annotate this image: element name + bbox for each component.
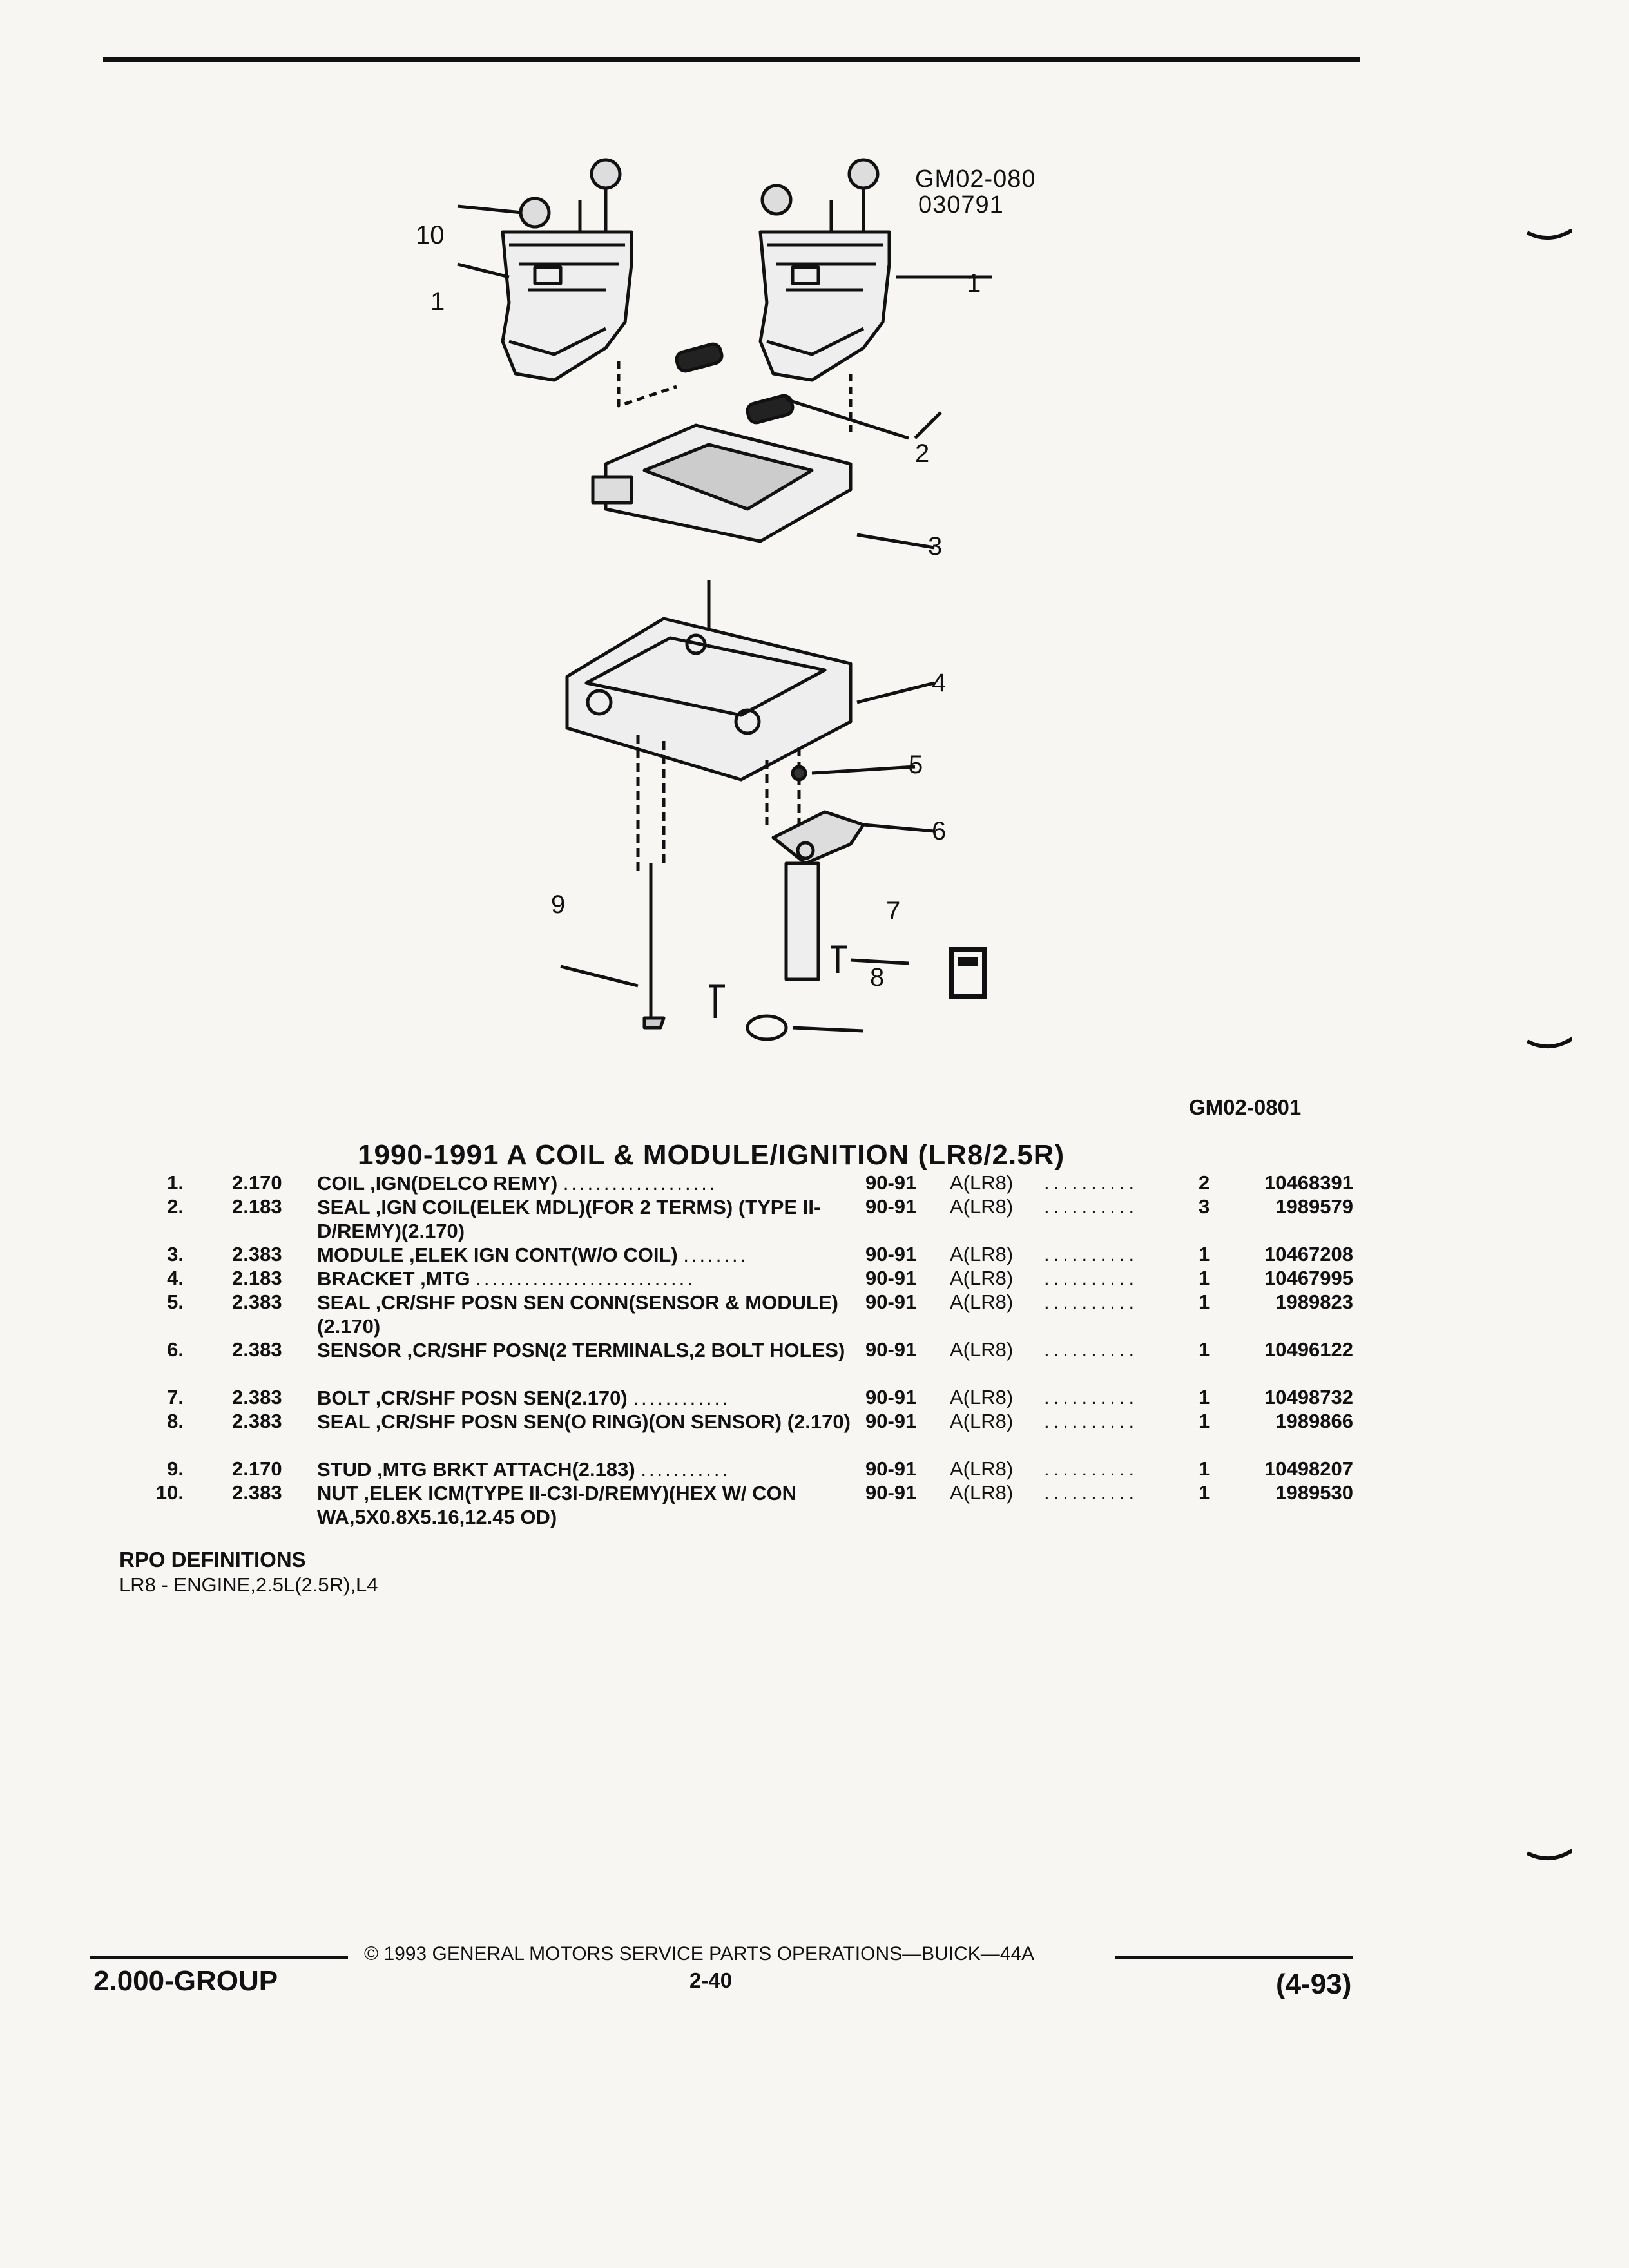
part-name: NUT: [317, 1482, 358, 1504]
table-row: [0, 1386, 1629, 1410]
crankshaft-position-sensor: [773, 812, 863, 979]
section-title: 1990-1991 A COIL & MODULE/IGNITION (LR8/2.5R): [358, 1139, 1065, 1171]
item-number: 3.: [167, 1243, 184, 1265]
description: [317, 1171, 852, 1195]
leader-dots: ..........: [1044, 1171, 1139, 1194]
model: A(LR8): [950, 1171, 1014, 1194]
years: 90-91: [865, 1481, 917, 1504]
callout-3: 3: [928, 532, 943, 561]
table-row: [0, 1338, 1629, 1386]
leader-dots: ..........: [1044, 1481, 1139, 1504]
quantity: 1: [1199, 1338, 1210, 1361]
quantity: 1: [1199, 1243, 1210, 1265]
description: [317, 1386, 852, 1410]
callout-7: 7: [886, 897, 901, 925]
group-number: 2.183: [232, 1267, 282, 1289]
description: [317, 1338, 852, 1362]
callout-9: 9: [551, 890, 566, 919]
figure-date-code: 030791: [918, 191, 1004, 218]
quantity: 1: [1199, 1386, 1210, 1408]
part-detail: ,CR/SHF POSN(2 TERMINALS,2 BOLT HOLES): [401, 1339, 845, 1361]
part-number: 1989823: [1275, 1291, 1353, 1313]
callout-6: 6: [932, 817, 947, 845]
part-number: 10467995: [1264, 1267, 1353, 1289]
part-detail: ,CR/SHF POSN SEN(O RING)(ON SENSOR) (2.170): [370, 1410, 851, 1433]
part-number: 10467208: [1264, 1243, 1353, 1265]
leader-dots: ..........: [1044, 1267, 1139, 1289]
years: 90-91: [865, 1410, 917, 1432]
model: A(LR8): [950, 1481, 1014, 1504]
leader-dots: ..........: [1044, 1243, 1139, 1265]
rpo-heading: RPO DEFINITIONS: [119, 1548, 306, 1571]
right-ignition-coil: [760, 160, 889, 380]
description: [317, 1267, 852, 1291]
group-number: 2.383: [232, 1410, 282, 1432]
group-number: 2.383: [232, 1291, 282, 1313]
footer-rule-left: [90, 1956, 348, 1959]
part-number: 10498732: [1264, 1386, 1353, 1408]
description-dots: ...........: [641, 1458, 731, 1481]
description-dots: ............: [633, 1387, 731, 1409]
table-row: [0, 1243, 1629, 1267]
callout-10: 10: [416, 221, 445, 249]
item-number: 10.: [155, 1481, 184, 1504]
years: 90-91: [865, 1243, 917, 1265]
part-name: BOLT: [317, 1387, 371, 1409]
years: 90-91: [865, 1171, 917, 1194]
margin-mark: [1527, 1849, 1572, 1865]
item-number: 9.: [167, 1457, 184, 1480]
part-number: 1989866: [1275, 1410, 1353, 1432]
callout-2: 2: [915, 439, 930, 468]
parts-list: [0, 1171, 1629, 1529]
years: 90-91: [865, 1195, 917, 1218]
item-number: 2.: [167, 1195, 184, 1218]
leader-dots: ..........: [1044, 1410, 1139, 1432]
years: 90-91: [865, 1338, 917, 1361]
part-number: 10496122: [1264, 1338, 1353, 1361]
description-dots: ...........................: [476, 1267, 695, 1290]
part-detail: ,ELEK ICM(TYPE II-C3I-D/REMY)(HEX W/ CON WA,5X0.8X5.16,12.45 OD): [317, 1482, 797, 1528]
part-name: BRACKET: [317, 1267, 415, 1290]
ignition-module: [593, 425, 851, 541]
group-number: 2.383: [232, 1386, 282, 1408]
part-name: MODULE: [317, 1244, 404, 1266]
part-number: 10498207: [1264, 1457, 1353, 1480]
group-number: 2.383: [232, 1338, 282, 1361]
item-number: 7.: [167, 1386, 184, 1408]
table-row: [0, 1481, 1629, 1529]
model: A(LR8): [950, 1457, 1014, 1480]
part-detail: ,MTG: [414, 1267, 470, 1290]
footer-group: 2.000-GROUP: [93, 1965, 278, 1997]
description: [317, 1195, 852, 1243]
leader-dots: ..........: [1044, 1457, 1139, 1480]
table-row: [0, 1195, 1629, 1243]
group-number: 2.383: [232, 1481, 282, 1504]
part-name: SENSOR: [317, 1339, 401, 1361]
years: 90-91: [865, 1291, 917, 1313]
description: [317, 1291, 852, 1338]
table-row: [0, 1171, 1629, 1195]
part-name: SEAL: [317, 1291, 371, 1314]
quantity: 1: [1199, 1481, 1210, 1504]
leader-dots: ..........: [1044, 1291, 1139, 1313]
group-number: 2.183: [232, 1195, 282, 1218]
part-name: SEAL: [317, 1196, 371, 1218]
item-number: 8.: [167, 1410, 184, 1432]
mounting-bracket: [567, 619, 851, 780]
gm-spo-logo: [949, 947, 987, 999]
part-detail: ,ELEK IGN CONT(W/O COIL): [403, 1244, 678, 1266]
part-name: SEAL: [317, 1410, 371, 1433]
leader-dots: ..........: [1044, 1386, 1139, 1408]
group-number: 2.170: [232, 1457, 282, 1480]
part-name: STUD: [317, 1458, 372, 1481]
item-number: 4.: [167, 1267, 184, 1289]
top-rule: [103, 57, 1360, 62]
model: A(LR8): [950, 1386, 1014, 1408]
part-number: 1989579: [1275, 1195, 1353, 1218]
leader-dots: ..........: [1044, 1195, 1139, 1218]
group-number: 2.383: [232, 1243, 282, 1265]
part-detail: ,IGN COIL(ELEK MDL)(FOR 2 TERMS) (TYPE II-D/REMY)(2.170): [317, 1196, 821, 1242]
group-number: 2.170: [232, 1171, 282, 1194]
margin-mark: [1527, 229, 1572, 244]
figure-code: GM02-080: [915, 166, 1036, 193]
footer-date: (4-93): [1276, 1968, 1352, 2000]
model: A(LR8): [950, 1291, 1014, 1313]
model: A(LR8): [950, 1410, 1014, 1432]
model: A(LR8): [950, 1195, 1014, 1218]
table-row: [0, 1291, 1629, 1338]
footer-page-number: 2-40: [689, 1968, 733, 1992]
quantity: 2: [1199, 1171, 1210, 1194]
description: [317, 1243, 852, 1267]
callout-1-right: 1: [967, 269, 981, 298]
callout-5: 5: [909, 751, 923, 779]
quantity: 1: [1199, 1410, 1210, 1432]
part-number: 1989530: [1275, 1481, 1353, 1504]
footer-rule-right: [1115, 1956, 1353, 1959]
quantity: 1: [1199, 1291, 1210, 1313]
part-detail: ,IGN(DELCO REMY): [364, 1172, 558, 1195]
item-number: 5.: [167, 1291, 184, 1313]
model: A(LR8): [950, 1267, 1014, 1289]
part-number: 10468391: [1264, 1171, 1353, 1194]
years: 90-91: [865, 1457, 917, 1480]
table-row: [0, 1267, 1629, 1291]
years: 90-91: [865, 1386, 917, 1408]
description-dots: ...................: [563, 1172, 718, 1195]
description: [317, 1410, 852, 1434]
left-ignition-coil: [503, 160, 631, 380]
figure-code-bottom: GM02-0801: [1189, 1095, 1302, 1119]
description: [317, 1481, 852, 1529]
rpo-definition: LR8 - ENGINE,2.5L(2.5R),L4: [119, 1573, 378, 1596]
years: 90-91: [865, 1267, 917, 1289]
part-name: COIL: [317, 1172, 365, 1195]
callout-8: 8: [870, 963, 885, 992]
part-detail: ,MTG BRKT ATTACH(2.183): [371, 1458, 635, 1481]
model: A(LR8): [950, 1243, 1014, 1265]
item-number: 1.: [167, 1171, 184, 1194]
description-dots: ........: [683, 1244, 749, 1266]
callout-1-left: 1: [430, 287, 445, 316]
footer-copyright: © 1993 GENERAL MOTORS SERVICE PARTS OPERATIONS—BUICK—44A: [364, 1943, 1035, 1965]
table-row: [0, 1457, 1629, 1481]
quantity: 1: [1199, 1267, 1210, 1289]
callout-4: 4: [932, 669, 947, 697]
model: A(LR8): [950, 1338, 1014, 1361]
leader-dots: ..........: [1044, 1338, 1139, 1361]
part-detail: ,CR/SHF POSN SEN(2.170): [370, 1387, 628, 1409]
quantity: 1: [1199, 1457, 1210, 1480]
exploded-parts-diagram: [361, 129, 1134, 1044]
quantity: 3: [1199, 1195, 1210, 1218]
margin-mark: [1527, 1037, 1572, 1053]
item-number: 6.: [167, 1338, 184, 1361]
table-row: [0, 1410, 1629, 1457]
part-detail: ,CR/SHF POSN SEN CONN(SENSOR & MODULE)(2.170): [317, 1291, 838, 1338]
description: [317, 1457, 852, 1481]
